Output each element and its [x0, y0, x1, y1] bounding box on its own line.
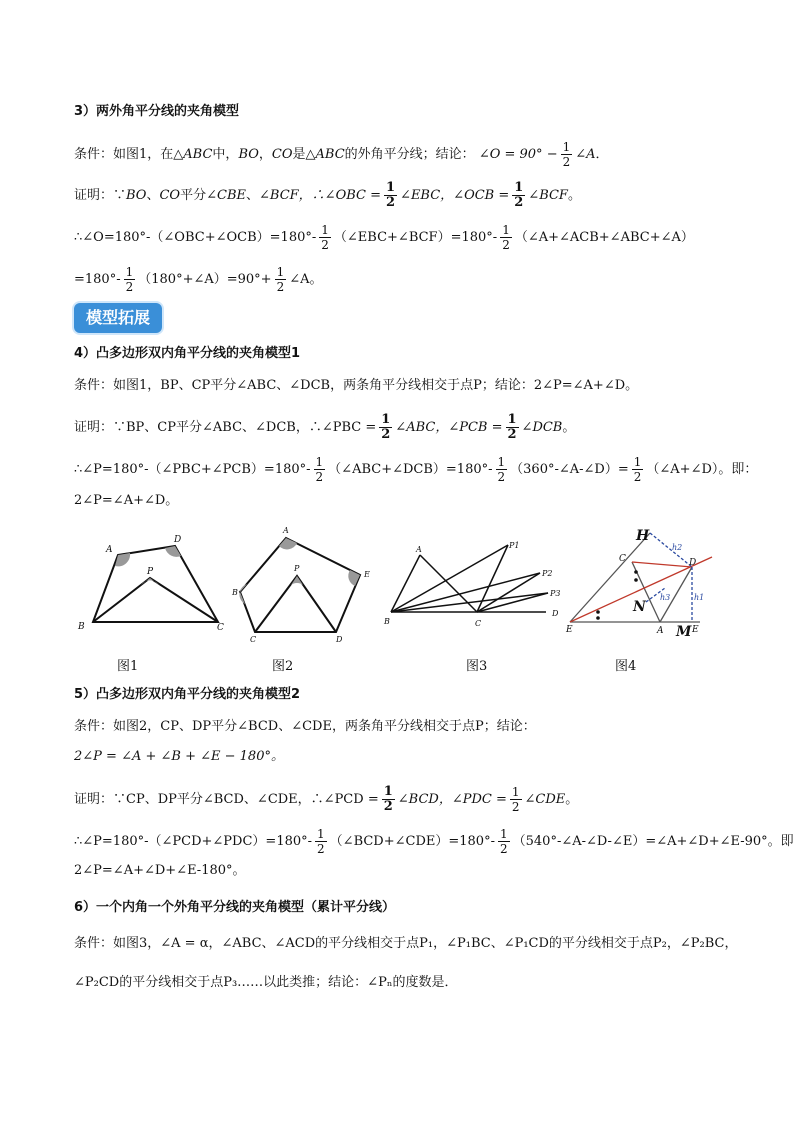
fraction-half: $\frac{1}{2}$ [315, 455, 324, 484]
fig3-label-B: B [384, 617, 390, 626]
fraction-half: $\frac{1}{2}$ [317, 827, 325, 856]
fraction-half: $\frac{1}{2}$ [562, 140, 571, 169]
fig1-label-C: C [217, 623, 224, 633]
fig2-label-A: A [283, 526, 289, 535]
fig4-label-E2: E [692, 625, 699, 635]
section-4-proof-line-2: ∴∠P=180°-（∠PBC+∠PCB）=180°- $\frac{1}{2}$ （∠ABC+∠DCB）=180°- $\frac{1}{2}$ （360°-∠A-∠D）= $\frac{1}{2}$ （∠A+∠D）。即： [74, 455, 758, 484]
fraction-half: $\frac{1}{2}$ [511, 785, 520, 814]
section-3-proof-line-2: ∴∠O=180°-（∠OBC+∠OCB）=180°- $\frac{1}{2}$ （∠EBC+∠BCF）=180°- $\frac{1}{2}$ （∠A+∠ACB+∠ABC+∠A） [74, 223, 694, 252]
fraction-half: $\frac{1}{2}$ [386, 180, 396, 210]
fig4-label-M: M [676, 624, 692, 640]
section-5-conclusion: 2∠P = ∠A + ∠B + ∠E − 180°。 [74, 749, 284, 764]
figure-4-caption: 图4 [615, 659, 637, 674]
fig2-label-C: C [250, 635, 257, 644]
section-3-proof-line-3: =180°- $\frac{1}{2}$ （180°+∠A）=90°+ $\frac{1}{2}$ ∠A。 [74, 265, 323, 294]
fig1-label-P: P [147, 567, 154, 577]
fig4-label-h2: h2 [672, 543, 683, 552]
section-5-condition: 条件：如图2，CP、DP平分∠BCD、∠CDE，两条角平分线相交于点P；结论： [74, 719, 536, 734]
fig3-label-A: A [416, 545, 422, 554]
fraction-half: $\frac{1}{2}$ [381, 412, 391, 442]
figure-2-pentagon [240, 538, 360, 632]
fraction-half: $\frac{1}{2}$ [321, 223, 329, 252]
section-6-condition-line-1: 条件：如图3，∠A = α，∠ABC、∠ACD的平分线相交于点P₁，∠P₁BC、∠P₁CD的平分线相交于点P₂，∠P₂BC， [74, 936, 738, 951]
fig1-label-A: A [106, 545, 113, 555]
fig3-label-P1: P1 [509, 541, 520, 550]
fig4-label-H: H [636, 528, 650, 544]
fig4-label-h3: h3 [660, 593, 671, 602]
fig2-label-D: D [336, 635, 343, 644]
fig1-label-B: B [78, 622, 85, 632]
fig4-label-h1: h1 [694, 593, 705, 602]
fig4-label-C: C [619, 554, 626, 564]
fig3-label-P3: P3 [550, 589, 561, 598]
fig3-label-C: C [475, 619, 482, 628]
section-6-title: 6）一个内角一个外角平分线的夹角模型（累计平分线） [74, 900, 396, 915]
fraction-half: $\frac{1}{2}$ [507, 412, 517, 442]
section-5-proof-line-1: 证明：∵CP、DP平分∠BCD、∠CDE，∴∠PCD = $\frac{1}{2}$ ∠BCD，∠PDC = $\frac{1}{2}$ ∠CDE。 [74, 784, 579, 814]
figures-row [0, 520, 794, 650]
fraction-half: $\frac{1}{2}$ [497, 455, 506, 484]
fig4-label-E: E [566, 625, 573, 635]
section-4-proof-line-1: 证明：∵BP、CP平分∠ABC、∠DCB，∴∠PBC = $\frac{1}{2}$ ∠ABC，∠PCB = $\frac{1}{2}$ ∠DCB。 [74, 412, 576, 442]
fraction-half: $\frac{1}{2}$ [502, 223, 510, 252]
fraction-half: $\frac{1}{2}$ [276, 265, 285, 294]
figure-1-caption: 图1 [117, 659, 139, 674]
fig2-label-B: B [232, 588, 238, 597]
figure-1-quadrilateral [93, 546, 218, 622]
fig3-label-P2: P2 [542, 569, 553, 578]
fig4-label-D: D [689, 558, 697, 568]
figure-3-caption: 图3 [466, 659, 488, 674]
fraction-half: $\frac{1}{2}$ [514, 180, 524, 210]
figure-3-bisectors [391, 545, 548, 612]
fig4-label-A: A [657, 626, 664, 636]
fig3-label-D: D [552, 609, 559, 618]
fraction-half: $\frac{1}{2}$ [383, 784, 393, 814]
model-extension-badge: 模型拓展 [74, 303, 162, 333]
section-3-proof-line-1: 证明：∵BO、CO平分∠CBE、∠BCF，∴∠OBC = $\frac{1}{2}$ ∠EBC，∠OCB = $\frac{1}{2}$ ∠BCF。 [74, 180, 581, 210]
section-4-title: 4）凸多边形双内角平分线的夹角模型1 [74, 346, 301, 361]
figure-2-caption: 图2 [272, 659, 294, 674]
fraction-half: $\frac{1}{2}$ [633, 455, 642, 484]
fig4-label-N: N [633, 599, 646, 615]
section-3-condition: 条件：如图1，在△ABC中，BO，CO是△ABC的外角平分线；结论： ∠O = 90° − $\frac{1}{2}$ ∠A． [74, 140, 609, 169]
section-4-proof-line-3: 2∠P=∠A+∠D。 [74, 493, 179, 508]
fraction-half: $\frac{1}{2}$ [125, 265, 134, 294]
section-3-title: 3）两外角平分线的夹角模型 [74, 104, 240, 119]
fig1-label-D: D [174, 535, 182, 545]
section-4-condition: 条件：如图1，BP、CP平分∠ABC、∠DCB，两条角平分线相交于点P；结论：2∠P=∠A+∠D。 [74, 378, 639, 393]
section-5-title: 5）凸多边形双内角平分线的夹角模型2 [74, 687, 301, 702]
fig2-label-P: P [294, 564, 300, 573]
fig2-label-E: E [364, 570, 370, 579]
section-5-proof-line-2: ∴∠P=180°-（∠PCD+∠PDC）=180°- $\frac{1}{2}$ （∠BCD+∠CDE）=180°- $\frac{1}{2}$ （540°-∠A-∠D-∠E）=∠A+∠D+∠E-90°。即 [74, 827, 794, 856]
section-5-proof-line-3: 2∠P=∠A+∠D+∠E-180°。 [74, 863, 246, 878]
fraction-half: $\frac{1}{2}$ [499, 827, 508, 856]
section-6-condition-line-2: ∠P₂CD的平分线相交于点P₃……以此类推；结论：∠Pₙ的度数是． [74, 975, 458, 990]
